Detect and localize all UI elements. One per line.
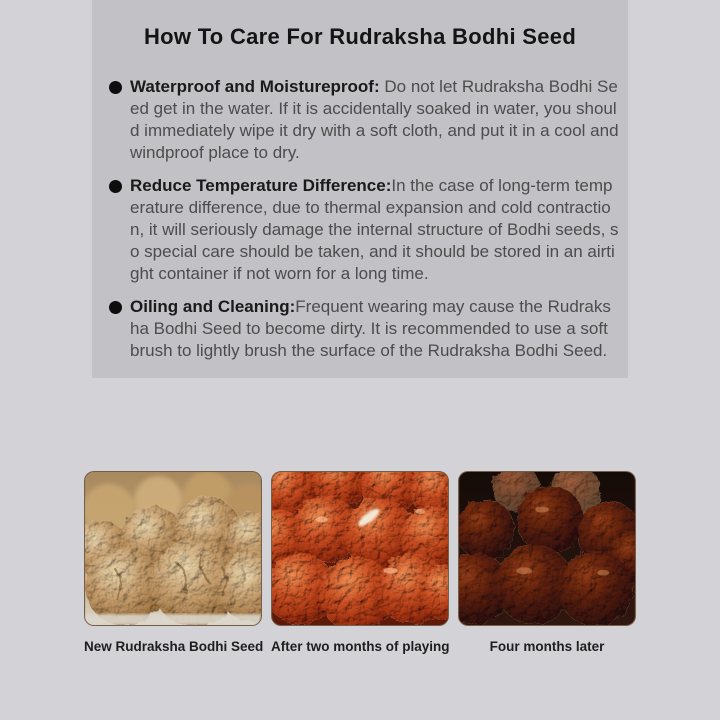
care-tip-waterproof — [130, 76, 620, 164]
bullet-dot-icon — [109, 180, 122, 193]
gallery-item-four-months — [458, 471, 636, 654]
gallery-item-new — [84, 471, 262, 654]
care-tip-temperature — [130, 175, 620, 285]
new-rudraksha-bodhi-seed-photo — [84, 471, 262, 626]
tip-body: In the case of long-term temperature difference, due to thermal expansion and cold contraction, it will seriously damage the internal structure of Bodhi seeds, so special care should be taken, and it should be stored in an airtight container if not worn for a long time. — [130, 176, 619, 283]
tip-heading: Reduce Temperature Difference: — [130, 176, 392, 195]
tip-body: Frequent wearing may cause the Rudraksha Bodhi Seed to become dirty. It is recommended to use a soft brush to lightly brush the surface of the Rudraksha Bodhi Seed. — [130, 297, 611, 360]
tip-heading: Oiling and Cleaning: — [130, 297, 296, 316]
photo-caption: After two months of playing — [271, 639, 450, 654]
care-panel — [92, 0, 628, 378]
gallery-item-two-months — [271, 471, 449, 654]
tip-heading: Waterproof and Moistureproof: — [130, 77, 380, 96]
care-tip-cleaning — [130, 296, 620, 362]
photo-caption: Four months later — [489, 639, 605, 654]
page-title: How To Care For Rudraksha Bodhi Seed — [143, 24, 577, 49]
seed-aging-gallery — [84, 471, 636, 654]
care-tips-list — [130, 76, 620, 362]
photo-caption: New Rudraksha Bodhi Seed — [84, 639, 264, 654]
tip-body: Do not let Rudraksha Bodhi Seed get in the water. If it is accidentally soaked in water, you should immediately wipe it dry with a soft cloth, and put it in a cool and windproof place to dry. — [130, 77, 619, 162]
rudraksha-four-months-later-photo — [458, 471, 636, 626]
bullet-dot-icon — [109, 81, 122, 94]
rudraksha-after-two-months-photo — [271, 471, 449, 626]
bullet-dot-icon — [109, 301, 122, 314]
